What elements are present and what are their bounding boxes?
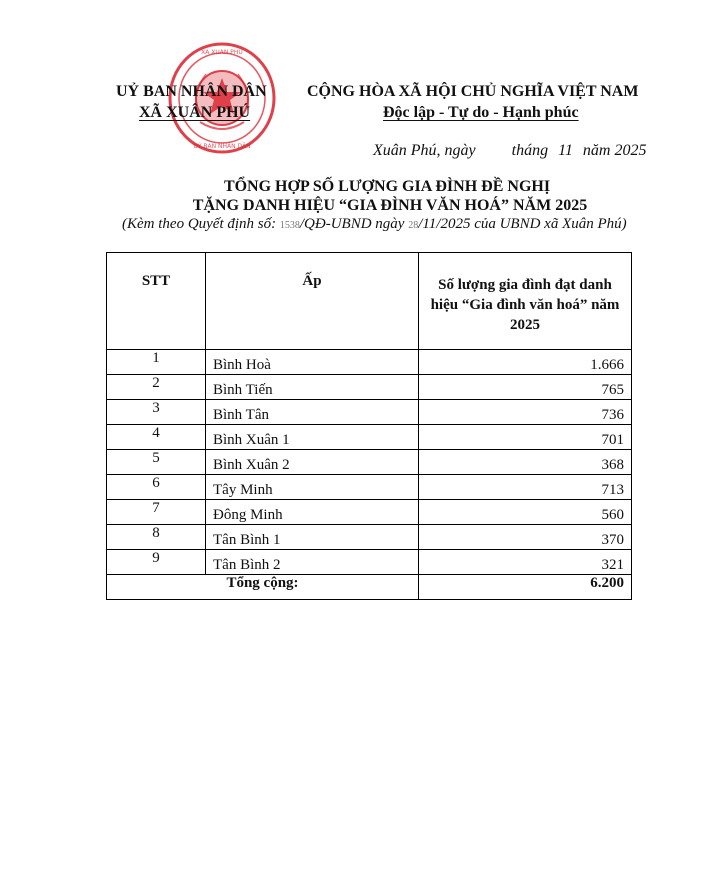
table-header-row [107,253,632,350]
table-row [107,550,632,575]
row-stt: 6 [107,475,206,500]
country-motto: Độc lập - Tự do - Hạnh phúc [383,104,579,121]
row-stt: 4 [107,425,206,450]
date-year: năm 2025 [582,142,647,159]
doc-title-line2: TẶNG DANH HIỆU “GIA ĐÌNH VĂN HOÁ” NĂM 2025 [192,197,588,214]
header-stt: STT [107,253,206,350]
row-stt: 7 [107,500,206,525]
header-count: Số lượng gia đình đạt danh hiệu “Gia đình văn hoá” năm 2025 [419,253,632,350]
table-row [107,475,632,500]
total-value: 6.200 [419,575,632,600]
row-stt: 8 [107,525,206,550]
decision-day: 28 [408,220,419,231]
header-ap: Ấp [206,253,419,350]
svg-text:XÃ XUÂN PHÚ: XÃ XUÂN PHÚ [201,49,243,56]
table-row [107,375,632,400]
row-ap-name: Bình Hoà [206,350,419,375]
row-ap-name: Bình Xuân 2 [206,450,419,475]
table-row [107,500,632,525]
date-place: Xuân Phú, ngày [373,142,476,159]
summary-table [106,252,632,600]
row-count: 713 [419,475,632,500]
row-count: 1.666 [419,350,632,375]
table-row [107,400,632,425]
row-stt: 3 [107,400,206,425]
subtitle-suffix: /11/2025 của UBND xã Xuân Phú) [418,216,627,232]
row-count: 560 [419,500,632,525]
date-line [373,142,646,160]
doc-subtitle [122,216,627,233]
table-row [107,425,632,450]
row-ap-name: Tây Minh [206,475,419,500]
row-count: 368 [419,450,632,475]
row-count: 321 [419,550,632,575]
row-ap-name: Bình Tân [206,400,419,425]
date-month: 11 [558,142,573,159]
table-row [107,525,632,550]
row-ap-name: Tân Bình 2 [206,550,419,575]
row-count: 370 [419,525,632,550]
doc-title-line1: TỔNG HỢP SỐ LƯỢNG GIA ĐÌNH ĐỀ NGHỊ [223,178,551,195]
issuer-commune: XÃ XUÂN PHÚ [139,104,251,121]
row-count: 736 [419,400,632,425]
row-stt: 1 [107,350,206,375]
table-row [107,450,632,475]
row-count: 701 [419,425,632,450]
decision-number: 1538 [279,220,300,231]
row-stt: 5 [107,450,206,475]
row-ap-name: Đông Minh [206,500,419,525]
row-ap-name: Bình Tiến [206,375,419,400]
total-label: Tổng cộng: [107,575,419,600]
row-ap-name: Bình Xuân 1 [206,425,419,450]
row-stt: 9 [107,550,206,575]
subtitle-middle: /QĐ-UBND ngày [299,216,405,232]
issuer-name: UỶ BAN NHÂN DÂN [116,83,267,100]
subtitle-prefix: (Kèm theo Quyết định số: [122,216,277,232]
date-month-label: tháng [511,142,549,159]
country-name: CỘNG HÒA XÃ HỘI CHỦ NGHĨA VIỆT NAM [307,83,639,100]
table-row [107,350,632,375]
svg-text:UỶ BAN NHÂN DÂN: UỶ BAN NHÂN DÂN [193,143,251,150]
total-row [107,575,632,600]
row-count: 765 [419,375,632,400]
row-ap-name: Tân Bình 1 [206,525,419,550]
row-stt: 2 [107,375,206,400]
